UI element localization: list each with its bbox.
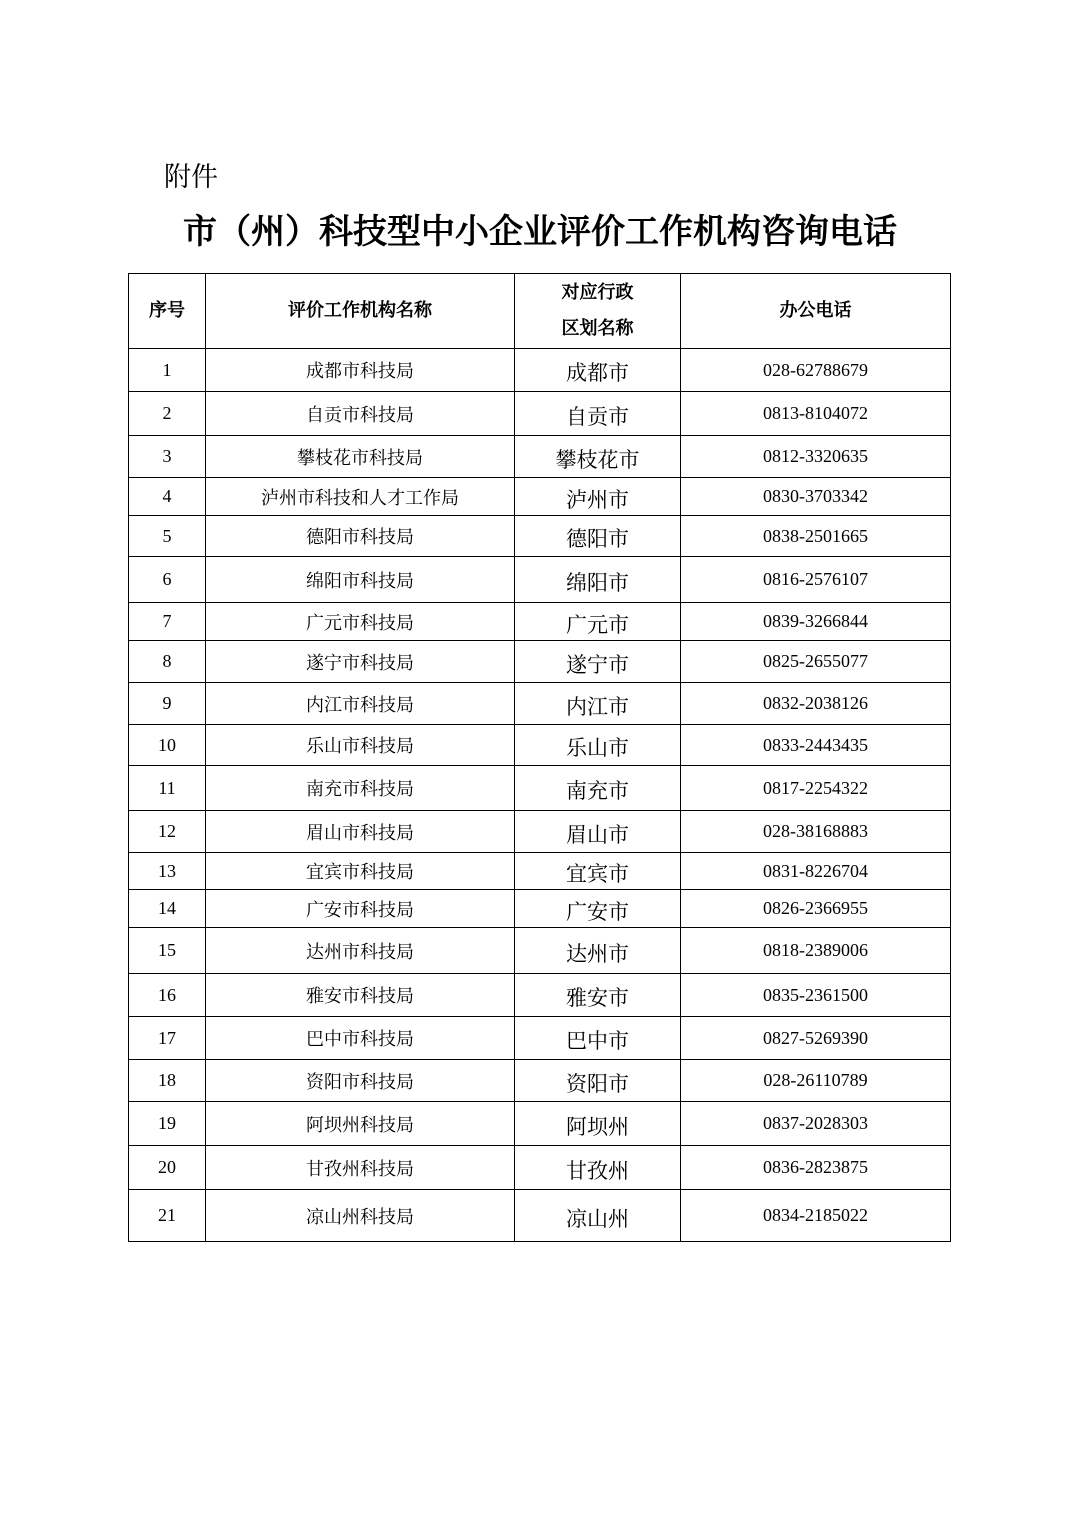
cell-region: 广元市 [515, 603, 681, 641]
cell-region: 资阳市 [515, 1060, 681, 1102]
column-header-phone: 办公电话 [681, 274, 951, 349]
table-row [129, 392, 951, 436]
cell-agency: 宜宾市科技局 [206, 853, 515, 890]
cell-phone: 028-38168883 [681, 811, 951, 853]
cell-index: 4 [129, 478, 206, 516]
cell-index: 16 [129, 974, 206, 1017]
table-row [129, 478, 951, 516]
cell-region: 遂宁市 [515, 641, 681, 683]
table-row [129, 1190, 951, 1242]
cell-agency: 德阳市科技局 [206, 516, 515, 557]
table-row [129, 349, 951, 392]
table-row [129, 683, 951, 725]
table-row [129, 811, 951, 853]
cell-phone: 0838-2501665 [681, 516, 951, 557]
cell-region: 内江市 [515, 683, 681, 725]
cell-phone: 0837-2028303 [681, 1102, 951, 1146]
cell-index: 7 [129, 603, 206, 641]
cell-region: 南充市 [515, 766, 681, 811]
cell-region: 乐山市 [515, 725, 681, 766]
cell-agency: 南充市科技局 [206, 766, 515, 811]
table-row [129, 1017, 951, 1060]
page-title: 市（州）科技型中小企业评价工作机构咨询电话 [183, 212, 897, 252]
cell-phone: 0826-2366955 [681, 890, 951, 928]
cell-index: 21 [129, 1190, 206, 1242]
table-row [129, 1102, 951, 1146]
cell-agency: 资阳市科技局 [206, 1060, 515, 1102]
cell-phone: 0830-3703342 [681, 478, 951, 516]
cell-agency: 凉山州科技局 [206, 1190, 515, 1242]
cell-index: 6 [129, 557, 206, 603]
cell-agency: 泸州市科技和人才工作局 [206, 478, 515, 516]
cell-index: 3 [129, 436, 206, 478]
column-header-region-line1: 对应行政 [561, 282, 634, 303]
cell-phone: 0827-5269390 [681, 1017, 951, 1060]
cell-phone: 028-26110789 [681, 1060, 951, 1102]
cell-index: 8 [129, 641, 206, 683]
cell-index: 5 [129, 516, 206, 557]
contact-table [128, 273, 951, 1242]
cell-agency: 自贡市科技局 [206, 392, 515, 436]
attachment-label: 附件 [164, 162, 218, 193]
cell-index: 15 [129, 928, 206, 974]
cell-region: 攀枝花市 [515, 436, 681, 478]
cell-region: 巴中市 [515, 1017, 681, 1060]
cell-index: 11 [129, 766, 206, 811]
cell-agency: 遂宁市科技局 [206, 641, 515, 683]
table-row [129, 603, 951, 641]
cell-region: 雅安市 [515, 974, 681, 1017]
cell-region: 自贡市 [515, 392, 681, 436]
cell-index: 14 [129, 890, 206, 928]
cell-index: 17 [129, 1017, 206, 1060]
column-header-index: 序号 [129, 274, 206, 349]
cell-agency: 内江市科技局 [206, 683, 515, 725]
cell-agency: 攀枝花市科技局 [206, 436, 515, 478]
cell-phone: 0839-3266844 [681, 603, 951, 641]
cell-region: 德阳市 [515, 516, 681, 557]
cell-phone: 0832-2038126 [681, 683, 951, 725]
column-header-agency: 评价工作机构名称 [206, 274, 515, 349]
cell-region: 宜宾市 [515, 853, 681, 890]
cell-region: 凉山州 [515, 1190, 681, 1242]
cell-phone: 0833-2443435 [681, 725, 951, 766]
cell-index: 1 [129, 349, 206, 392]
table-row [129, 928, 951, 974]
cell-phone: 0818-2389006 [681, 928, 951, 974]
cell-phone: 0831-8226704 [681, 853, 951, 890]
cell-phone: 028-62788679 [681, 349, 951, 392]
cell-region: 泸州市 [515, 478, 681, 516]
cell-agency: 成都市科技局 [206, 349, 515, 392]
table-row [129, 1060, 951, 1102]
cell-agency: 甘孜州科技局 [206, 1146, 515, 1190]
table-row [129, 557, 951, 603]
cell-agency: 雅安市科技局 [206, 974, 515, 1017]
cell-index: 19 [129, 1102, 206, 1146]
cell-index: 20 [129, 1146, 206, 1190]
cell-agency: 阿坝州科技局 [206, 1102, 515, 1146]
cell-phone: 0834-2185022 [681, 1190, 951, 1242]
cell-agency: 乐山市科技局 [206, 725, 515, 766]
cell-region: 眉山市 [515, 811, 681, 853]
cell-phone: 0836-2823875 [681, 1146, 951, 1190]
table-row [129, 641, 951, 683]
table-row [129, 974, 951, 1017]
cell-phone: 0835-2361500 [681, 974, 951, 1017]
cell-index: 2 [129, 392, 206, 436]
cell-index: 13 [129, 853, 206, 890]
table-row [129, 725, 951, 766]
cell-phone: 0825-2655077 [681, 641, 951, 683]
table-header-row [129, 274, 951, 349]
cell-region: 阿坝州 [515, 1102, 681, 1146]
cell-index: 18 [129, 1060, 206, 1102]
table-row [129, 853, 951, 890]
cell-phone: 0813-8104072 [681, 392, 951, 436]
cell-phone: 0817-2254322 [681, 766, 951, 811]
cell-agency: 眉山市科技局 [206, 811, 515, 853]
table-row [129, 436, 951, 478]
table-row [129, 1146, 951, 1190]
column-header-region [515, 274, 681, 349]
cell-region: 绵阳市 [515, 557, 681, 603]
cell-agency: 广安市科技局 [206, 890, 515, 928]
cell-region: 成都市 [515, 349, 681, 392]
cell-region: 甘孜州 [515, 1146, 681, 1190]
column-header-region-line2: 区划名称 [561, 318, 634, 339]
table-row [129, 766, 951, 811]
cell-index: 9 [129, 683, 206, 725]
cell-index: 12 [129, 811, 206, 853]
cell-index: 10 [129, 725, 206, 766]
table-row [129, 516, 951, 557]
cell-region: 广安市 [515, 890, 681, 928]
cell-region: 达州市 [515, 928, 681, 974]
cell-agency: 巴中市科技局 [206, 1017, 515, 1060]
cell-agency: 绵阳市科技局 [206, 557, 515, 603]
cell-agency: 达州市科技局 [206, 928, 515, 974]
cell-phone: 0816-2576107 [681, 557, 951, 603]
cell-phone: 0812-3320635 [681, 436, 951, 478]
cell-agency: 广元市科技局 [206, 603, 515, 641]
table-row [129, 890, 951, 928]
